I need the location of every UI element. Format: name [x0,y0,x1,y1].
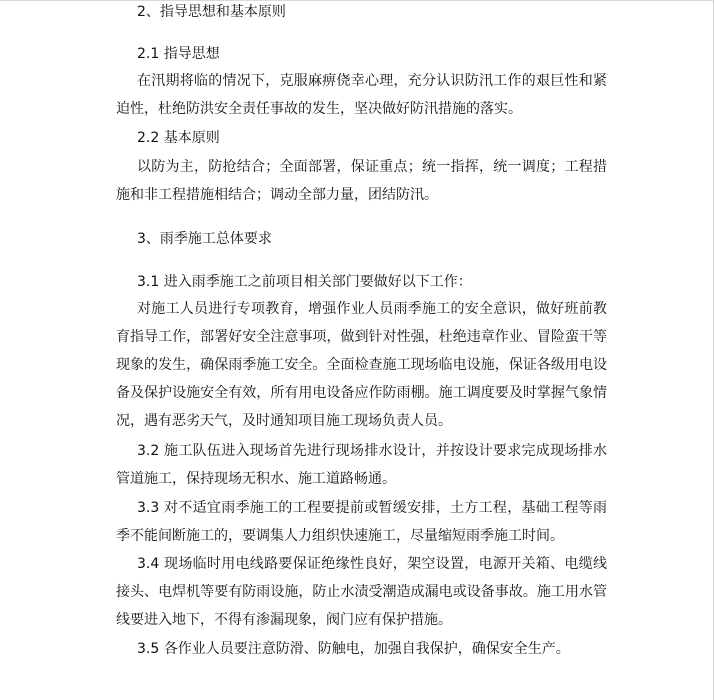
section-3-2-line-1: 3.2 施工队伍进入现场首先进行现场排水设计，并按设计要求完成现场排水 [137,443,607,459]
section-2-1-title: 2.1 指导思想 [137,46,220,62]
section-3-5-line-1: 3.5 各作业人员要注意防滑、防触电，加强自我保护，确保安全生产。 [137,641,570,657]
section-2-heading: 2、指导思想和基本原则 [137,4,286,20]
section-3-1-line-2: 育指导工作，部署好安全注意事项，做到针对性强，杜绝违章作业、冒险蛮干等 [116,329,607,345]
section-2-1-line-2: 迫性，杜绝防洪安全责任事故的发生，坚决做好防汛措施的落实。 [116,101,522,117]
section-3-2-line-2: 管道施工，保持现场无积水、施工道路畅通。 [116,471,396,487]
section-3-4-line-3: 线要进入地下，不得有渗漏现象，阀门应有保护措施。 [116,612,452,628]
section-2-2-line-1: 以防为主，防抢结合；全面部署，保证重点；统一指挥，统一调度；工程措 [137,159,607,175]
section-2-1-line-1: 在汛期将临的情况下，克服麻痹侥幸心理，充分认识防汛工作的艰巨性和紧 [137,73,607,89]
section-3-1-line-3: 现象的发生，确保雨季施工安全。全面检查施工现场临电设施，保证各级用电设 [116,357,607,373]
section-3-3-line-2: 季不能间断施工的，要调集人力组织快速施工，尽量缩短雨季施工时间。 [116,528,564,544]
section-2-2-title: 2.2 基本原则 [137,130,220,146]
section-3-heading: 3、雨季施工总体要求 [137,231,272,247]
page-top-border [0,0,714,1]
section-3-3-line-1: 3.3 对不适宜雨季施工的工程要提前或暂缓安排，土方工程，基础工程等雨 [137,500,607,516]
section-3-1-title: 3.1 进入雨季施工之前项目相关部门要做好以下工作： [137,274,472,290]
section-3-1-line-5: 况，遇有恶劣天气，及时通知项目施工现场负责人员。 [116,413,452,429]
section-3-1-line-1: 对施工人员进行专项教育，增强作业人员雨季施工的安全意识，做好班前教 [137,301,607,317]
section-3-1-line-4: 备及保护设施安全有效，所有用电设备应作防雨棚。施工调度要及时掌握气象情 [116,385,607,401]
section-2-2-line-2: 施和非工程措施相结合；调动全部力量，团结防汛。 [116,187,438,203]
section-3-4-line-2: 接头、电焊机等要有防雨设施，防止水渍受潮造成漏电或设备事故。施工用水管 [116,584,607,600]
section-3-4-line-1: 3.4 现场临时用电线路要保证绝缘性良好，架空设置，电源开关箱、电缆线 [137,556,607,572]
